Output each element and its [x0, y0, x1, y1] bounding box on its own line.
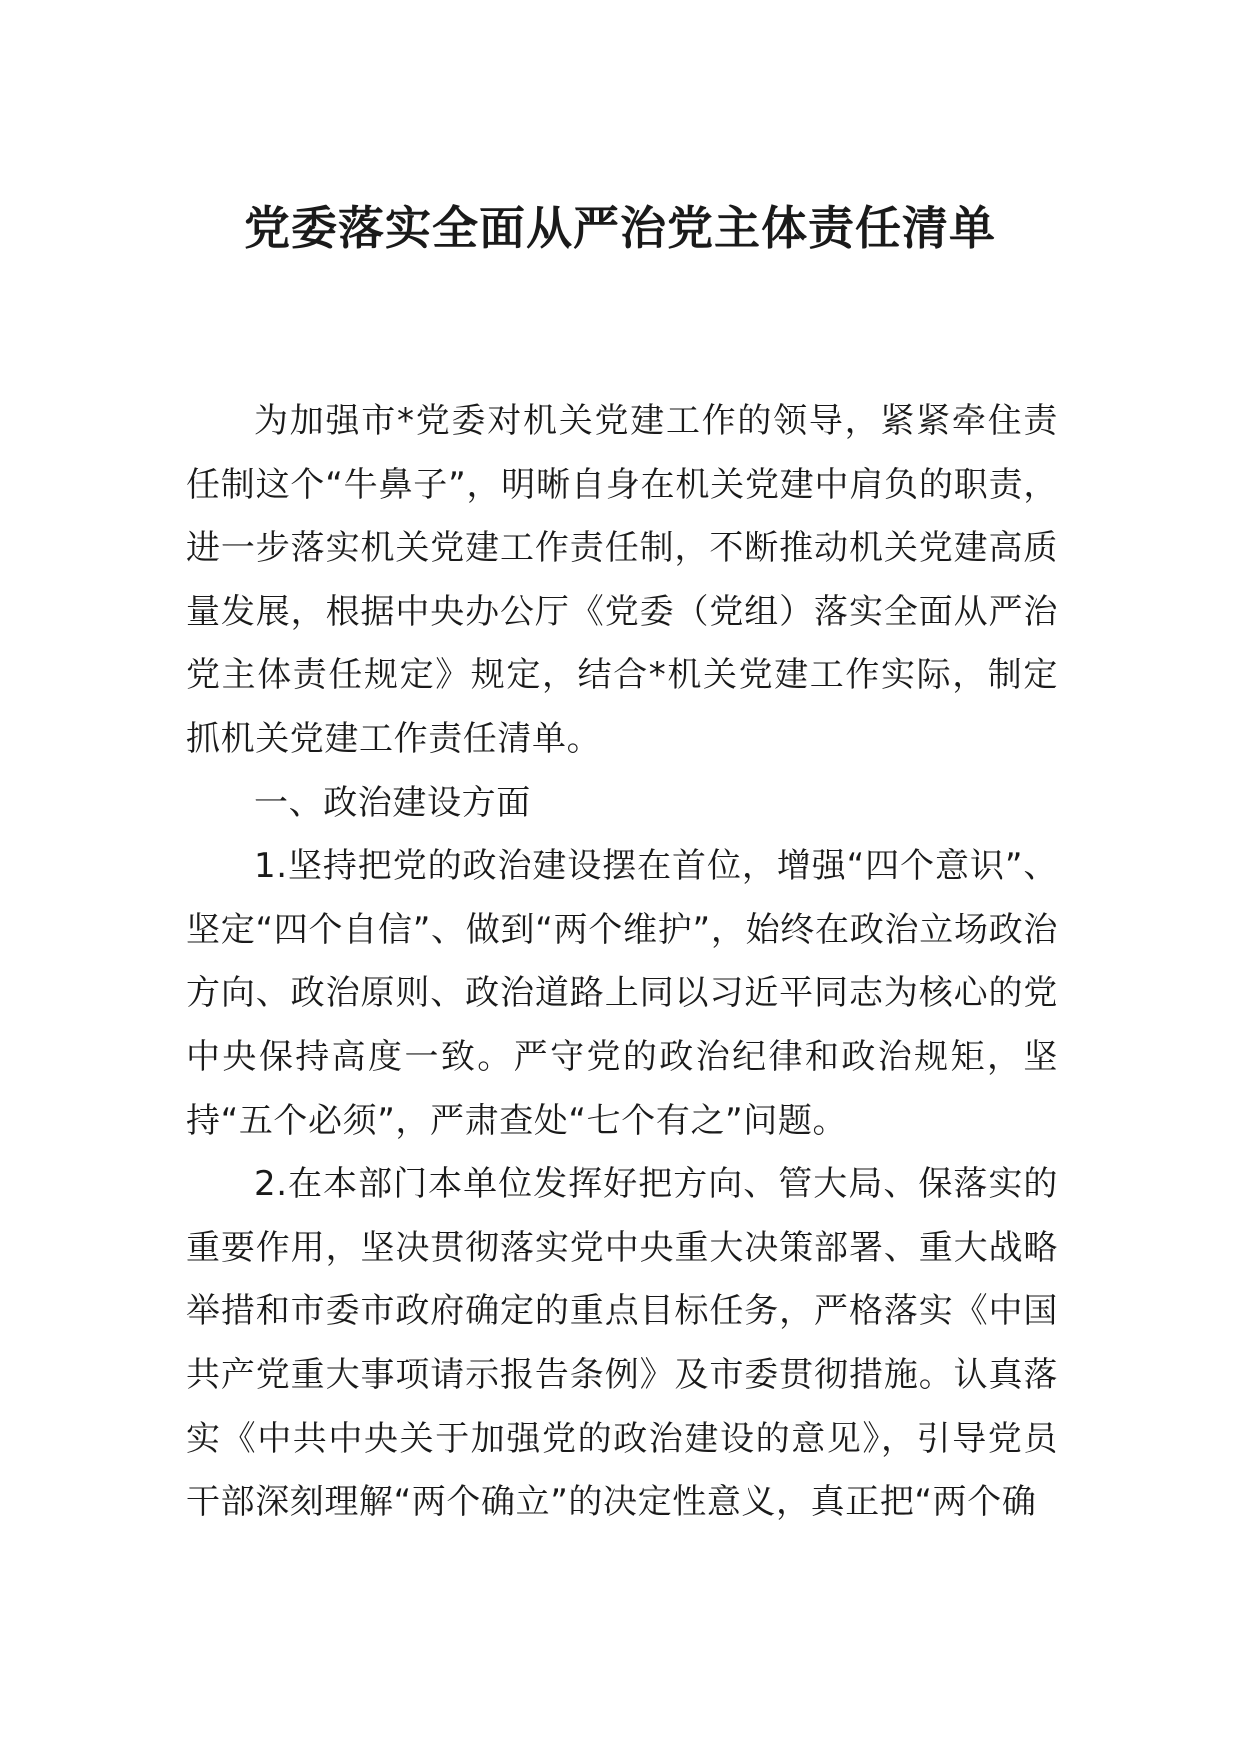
document-body: [186, 390, 1058, 1535]
section-heading-political-construction: 一、政治建设方面: [254, 782, 531, 823]
list-item-1: 1.坚持把党的政治建设摆在首位，增强“四个意识”、坚定“四个自信”、做到“两个维护”，始终在政治立场政治方向、政治原则、政治道路上同以习近平同志为核心的党中央保持高度一致。严守党的政治纪律和政治规矩，坚持“五个必须”，严肃查处“七个有之”问题。: [186, 846, 1058, 1141]
document-title: 党委落实全面从严治党主体责任清单: [244, 201, 996, 255]
intro-paragraph: 为加强市*党委对机关党建工作的领导，紧紧牵住责任制这个“牛鼻子”，明晰自身在机关党建中肩负的职责，进一步落实机关党建工作责任制，不断推动机关党建高质量发展，根据中央办公厅《党委（党组）落实全面从严治党主体责任规定》规定，结合*机关党建工作实际，制定抓机关党建工作责任清单。: [186, 401, 1058, 759]
list-item-2: 2.在本部门本单位发挥好把方向、管大局、保落实的重要作用，坚决贯彻落实党中央重大决策部署、重大战略举措和市委市政府确定的重点目标任务，严格落实《中国共产党重大事项请示报告条例》及市委贯彻措施。认真落实《中共中央关于加强党的政治建设的意见》，引导党员干部深刻理解“两个确立”的决定性意义，真正把“两个确: [186, 1164, 1058, 1523]
